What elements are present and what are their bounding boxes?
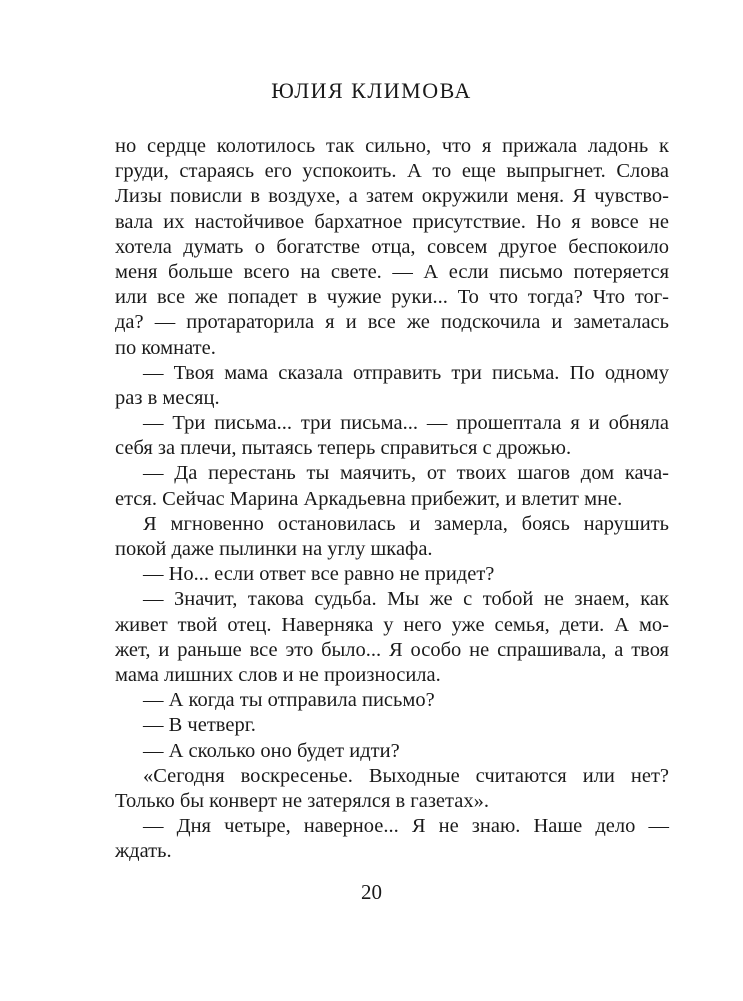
text-line: «Сегодня воскресенье. Выходные считаются или нет?	[143, 764, 669, 787]
text-line: покой даже пылинки на углу шкафа.	[115, 538, 433, 560]
text-line: вала их настойчивое бархатное присутствие. Но я вовсе не	[115, 210, 669, 233]
text-line: живет твой отец. Наверняка у него уже семья, дети. А мо-	[115, 613, 669, 636]
text-line: меня больше всего на свете. — А если письмо потеряется	[115, 260, 669, 283]
text-line: груди, стараясь его успокоить. А то еще выпрыгнет. Слова	[115, 160, 669, 183]
text-line: — В четверг.	[143, 714, 256, 737]
text-line: — Да перестань ты маячить, от твоих шагов дом кача-	[143, 462, 669, 485]
text-line: мама лишних слов и не произносила.	[115, 663, 441, 686]
text-line: или все же попадет в чужие руки... То что тогда? Что тог-	[115, 286, 669, 309]
text-line: да? — протараторила я и все же подскочила и заметалась	[115, 311, 669, 334]
text-line: ется. Сейчас Марина Аркадьевна прибежит, и влетит мне.	[115, 487, 623, 510]
text-line: Я мгновенно остановилась и замерла, боясь нарушить	[143, 512, 669, 535]
text-line: жет, и раньше все это было... Я особо не спрашивала, а твоя	[115, 638, 669, 661]
text-line: раз в месяц.	[115, 386, 220, 409]
text-line: хотела думать о богатстве отца, совсем другое беспокоило	[115, 235, 669, 258]
text-line: — Твоя мама сказала отправить три письма. По одному	[143, 361, 669, 384]
text-line: себя за плечи, пытаясь теперь справиться с дрожью.	[115, 437, 572, 460]
text-line: — Три письма... три письма... — прошептала я и обняла	[143, 412, 669, 435]
text-line: ждать.	[115, 840, 172, 863]
page-number: 20	[361, 880, 382, 904]
text-line: — Дня четыре, наверное... Я не знаю. Наше дело —	[143, 815, 669, 838]
text-line: Только бы конверт не затерялся в газетах».	[115, 789, 489, 812]
text-line: Лизы повисли в воздухе, а затем окружили меня. Я чувство-	[115, 185, 669, 208]
text-line: — Но... если ответ все равно не придет?	[143, 563, 495, 586]
text-line: по комнате.	[115, 336, 216, 359]
text-line: но сердце колотилось так сильно, что я прижала ладонь к	[115, 135, 669, 157]
text-line: — Значит, такова судьба. Мы же с тобой не знаем, как	[143, 588, 669, 611]
text-line: — А сколько оно будет идти?	[143, 739, 400, 762]
running-header: ЮЛИЯ КЛИМОВА	[271, 78, 472, 103]
text-line: — А когда ты отправила письмо?	[143, 689, 435, 712]
body-text	[115, 134, 669, 864]
